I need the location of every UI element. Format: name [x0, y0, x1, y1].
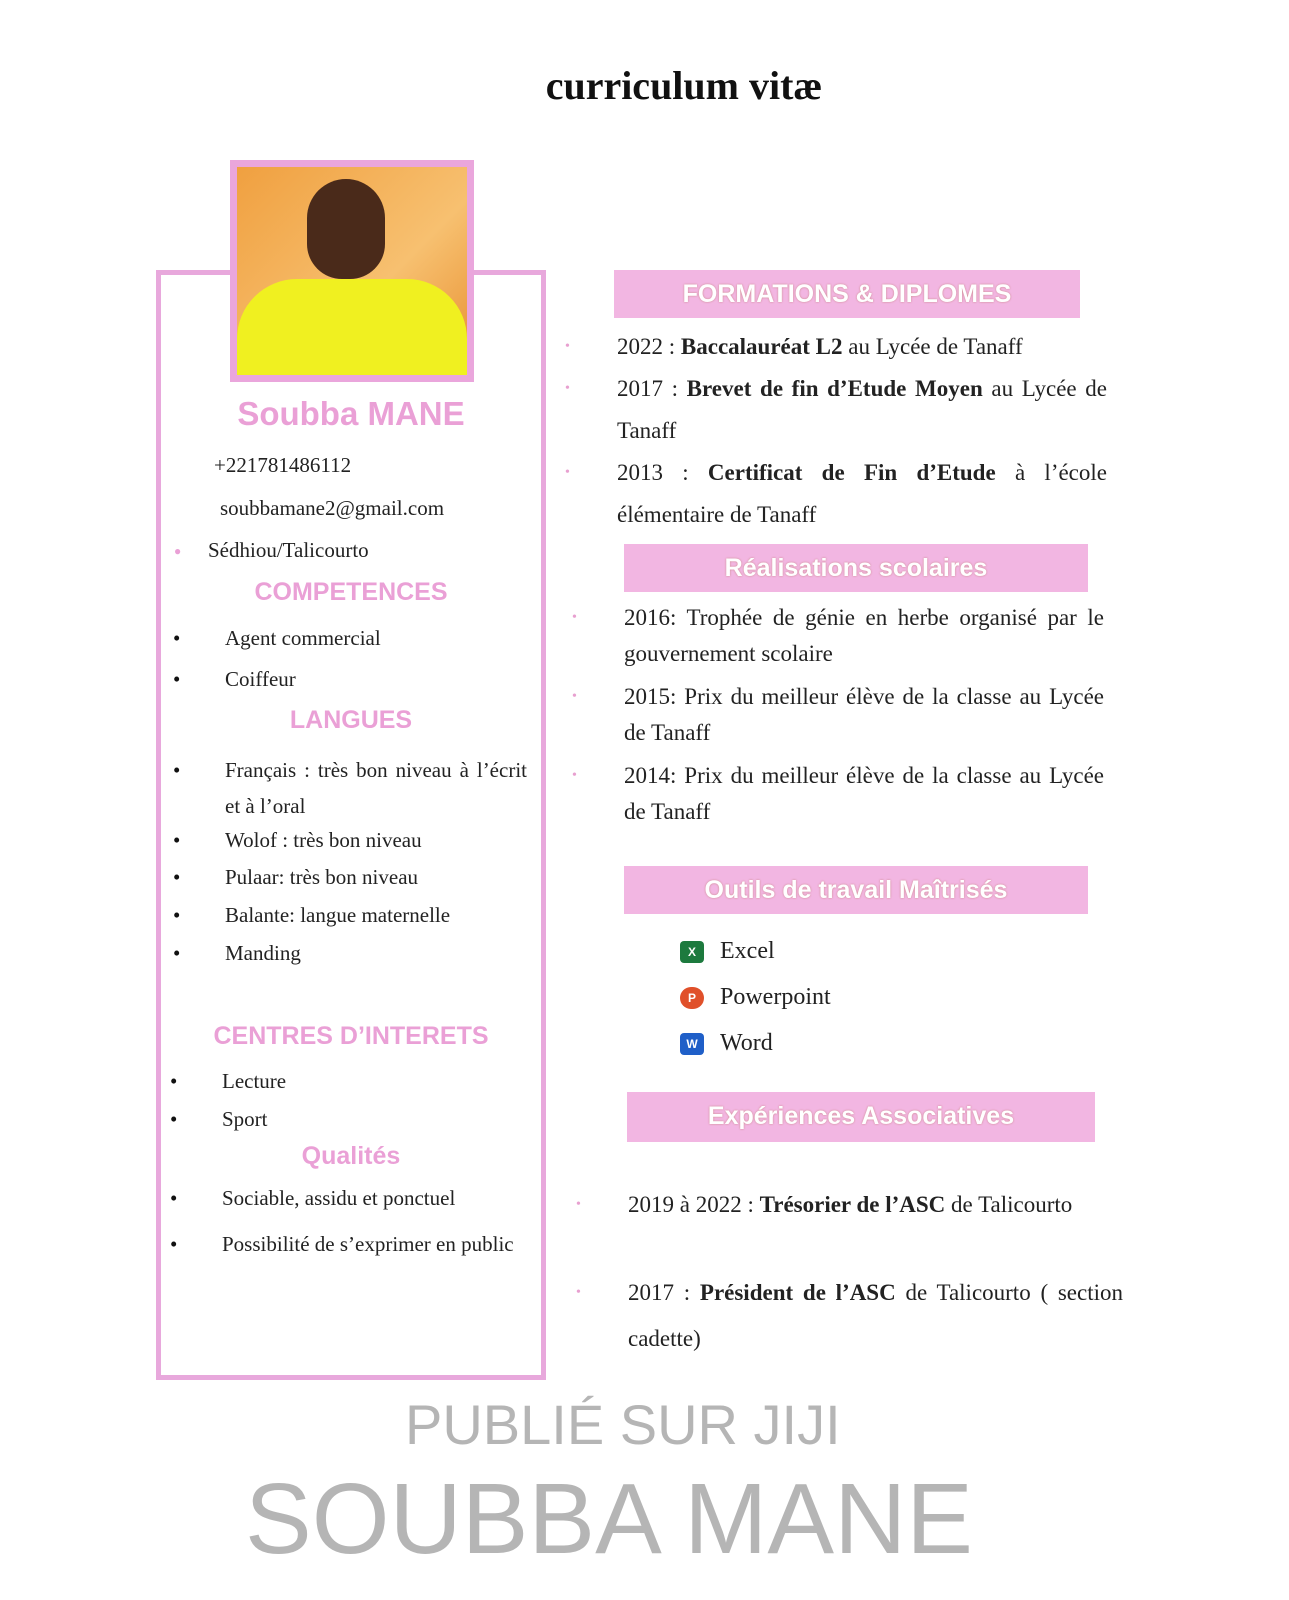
formations-heading: FORMATIONS & DIPLOMES — [614, 270, 1080, 318]
outils-heading: Outils de travail Maîtrisés — [624, 866, 1088, 914]
location-pin-icon: ● — [174, 544, 182, 558]
excel-icon: X — [680, 941, 704, 963]
left-column-frame — [156, 270, 546, 1380]
list-item: • Agent commercial — [225, 626, 381, 651]
realisations-heading: Réalisations scolaires — [624, 544, 1088, 592]
realisation-item: • 2014: Prix du meilleur élève de la classe au Lycée de Tanaff — [624, 758, 1104, 830]
tool-powerpoint: P Powerpoint — [680, 984, 831, 1011]
formation-item: • 2013 : Certificat de Fin d’Etude à l’école élémentaire de Tanaff — [617, 452, 1107, 536]
tool-word: W Word — [680, 1030, 773, 1057]
list-item: • Wolof : très bon niveau — [225, 828, 422, 853]
list-item: • Possibilité de s’exprimer en public — [222, 1224, 524, 1264]
realisation-item: • 2015: Prix du meilleur élève de la classe au Lycée de Tanaff — [624, 679, 1104, 751]
list-item: • Manding — [225, 941, 301, 966]
tool-excel: X Excel — [680, 938, 775, 965]
email: soubbamane2@gmail.com — [220, 496, 445, 520]
formation-item: • 2017 : Brevet de fin d’Etude Moyen au Lycée de Tanaff — [617, 368, 1107, 452]
word-icon: W — [680, 1033, 704, 1055]
location: Sédhiou/Talicourto — [208, 538, 369, 562]
powerpoint-icon: P — [680, 987, 704, 1009]
experiences-heading: Expériences Associatives — [627, 1092, 1095, 1142]
document-title: curriculum vitæ — [545, 63, 823, 108]
watermark-published: PUBLIÉ SUR JIJI — [405, 1393, 841, 1456]
competences-heading: COMPETENCES — [254, 578, 448, 606]
candidate-name: Soubba MANE — [237, 395, 465, 432]
qualites-heading: Qualités — [301, 1142, 401, 1170]
watermark-name: SOUBBA MANE — [245, 1463, 973, 1575]
experience-item: • 2019 à 2022 : Trésorier de l’ASC de Talicourto — [628, 1182, 1123, 1228]
realisation-item: • 2016: Trophée de génie en herbe organisé par le gouvernement scolaire — [624, 600, 1104, 672]
list-item: • Français : très bon niveau à l’écrit et à l’oral — [225, 752, 527, 824]
profile-photo — [230, 160, 474, 382]
list-item: • Sport — [222, 1107, 268, 1132]
list-item: • Sociable, assidu et ponctuel — [222, 1186, 455, 1211]
formation-item: • 2022 : Baccalauréat L2 au Lycée de Tanaff — [617, 326, 1107, 368]
list-item: • Pulaar: très bon niveau — [225, 865, 418, 890]
langues-heading: LANGUES — [289, 706, 413, 734]
interets-heading: CENTRES D’INTERETS — [213, 1022, 489, 1050]
phone: +221781486112 — [214, 453, 352, 477]
list-item: • Balante: langue maternelle — [225, 903, 450, 928]
list-item: • Lecture — [222, 1069, 286, 1094]
experience-item: • 2017 : Président de l’ASC de Talicourto ( section cadette) — [628, 1270, 1123, 1362]
list-item: • Coiffeur — [225, 667, 296, 692]
